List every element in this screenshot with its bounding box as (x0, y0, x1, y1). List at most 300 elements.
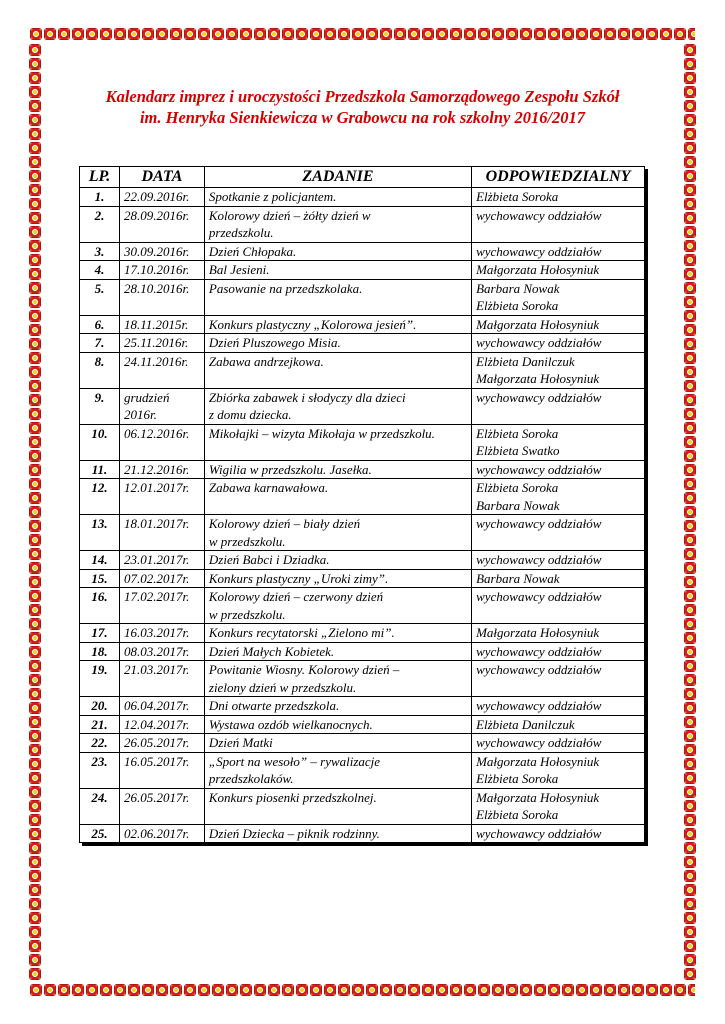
flower-icon (29, 898, 41, 910)
flower-icon (29, 282, 41, 294)
flower-icon (86, 984, 98, 996)
flower-icon (684, 282, 696, 294)
flower-icon (142, 28, 154, 40)
flower-icon (618, 984, 630, 996)
flower-icon (604, 28, 616, 40)
flower-icon (29, 212, 41, 224)
header-lp: LP. (80, 167, 120, 188)
table-row (80, 697, 645, 716)
flower-icon (114, 28, 126, 40)
flower-icon (29, 240, 41, 252)
cell-responsible: wychowawcy oddziałów (472, 697, 645, 716)
cell-task: Konkurs piosenki przedszkolnej. (204, 788, 471, 824)
flower-icon (29, 492, 41, 504)
flower-icon (29, 450, 41, 462)
flower-icon (684, 856, 696, 868)
cell-lp: 3. (80, 242, 120, 261)
flower-icon (646, 984, 658, 996)
cell-responsible: wychowawcy oddziałów (472, 206, 645, 242)
flower-icon (684, 744, 696, 756)
flower-icon (29, 604, 41, 616)
flower-icon (684, 884, 696, 896)
cell-lp: 6. (80, 315, 120, 334)
cell-lp: 9. (80, 388, 120, 424)
title-line-1: Kalendarz imprez i uroczystości Przedszkola Samorządowego Zespołu Szkół (105, 87, 620, 106)
cell-lp: 2. (80, 206, 120, 242)
cell-lp: 10. (80, 424, 120, 460)
table-row (80, 661, 645, 697)
flower-icon (29, 156, 41, 168)
flower-icon (29, 968, 41, 980)
cell-date: 07.02.2017r. (119, 569, 204, 588)
cell-lp: 22. (80, 734, 120, 753)
cell-task: Mikołajki – wizyta Mikołaja w przedszkolu. (204, 424, 471, 460)
flower-icon (684, 86, 696, 98)
page-title (40, 86, 685, 128)
flower-icon (684, 576, 696, 588)
flower-icon (684, 534, 696, 546)
flower-icon (29, 590, 41, 602)
flower-icon (29, 142, 41, 154)
flower-icon (29, 310, 41, 322)
flower-icon (684, 828, 696, 840)
flower-icon (380, 984, 392, 996)
flower-icon (688, 984, 695, 996)
flower-icon (684, 366, 696, 378)
flower-icon (684, 408, 696, 420)
cell-lp: 12. (80, 479, 120, 515)
flower-icon (646, 28, 658, 40)
cell-lp: 7. (80, 334, 120, 353)
cell-date: 28.10.2016r. (119, 279, 204, 315)
flower-icon (29, 940, 41, 952)
flower-icon (590, 984, 602, 996)
flower-icon (352, 984, 364, 996)
flower-icon (632, 28, 644, 40)
cell-date: 17.02.2017r. (119, 588, 204, 624)
flower-icon (684, 870, 696, 882)
flower-icon (366, 28, 378, 40)
flower-icon (684, 478, 696, 490)
table-row (80, 279, 645, 315)
table-row (80, 624, 645, 643)
cell-responsible: wychowawcy oddziałów (472, 661, 645, 697)
flower-icon (156, 28, 168, 40)
flower-icon (562, 984, 574, 996)
flower-icon (29, 422, 41, 434)
flower-icon (29, 548, 41, 560)
flower-icon (562, 28, 574, 40)
flower-icon (29, 758, 41, 770)
flower-icon (29, 380, 41, 392)
table-row (80, 334, 645, 353)
cell-responsible: Elżbieta Soroka Elżbieta Swatko (472, 424, 645, 460)
cell-responsible: wychowawcy oddziałów (472, 242, 645, 261)
flower-icon (142, 984, 154, 996)
flower-icon (684, 184, 696, 196)
flower-icon (29, 954, 41, 966)
cell-date: 18.01.2017r. (119, 515, 204, 551)
cell-date: 18.11.2015r. (119, 315, 204, 334)
cell-responsible: Elżbieta Soroka (472, 188, 645, 207)
flower-icon (184, 984, 196, 996)
flower-icon (408, 28, 420, 40)
cell-task: Kolorowy dzień – czerwony dzień w przedszkolu. (204, 588, 471, 624)
cell-date: 02.06.2017r. (119, 824, 204, 843)
cell-lp: 18. (80, 642, 120, 661)
cell-responsible: Elżbieta Danilczuk (472, 715, 645, 734)
flower-icon (684, 954, 696, 966)
cell-responsible: Małgorzata Hołosyniuk Elżbieta Soroka (472, 788, 645, 824)
cell-lp: 5. (80, 279, 120, 315)
cell-task: Wigilia w przedszkolu. Jasełka. (204, 460, 471, 479)
flower-icon (408, 984, 420, 996)
table-row (80, 551, 645, 570)
cell-date: 25.11.2016r. (119, 334, 204, 353)
cell-responsible: wychowawcy oddziałów (472, 551, 645, 570)
cell-date: 08.03.2017r. (119, 642, 204, 661)
flower-icon (684, 926, 696, 938)
flower-icon (58, 984, 70, 996)
flower-icon (30, 984, 42, 996)
table-row (80, 788, 645, 824)
flower-icon (254, 28, 266, 40)
cell-responsible: Elżbieta Soroka Barbara Nowak (472, 479, 645, 515)
flower-icon (394, 984, 406, 996)
flower-icon (492, 984, 504, 996)
cell-date: 16.03.2017r. (119, 624, 204, 643)
cell-responsible: wychowawcy oddziałów (472, 388, 645, 424)
flower-icon (29, 58, 41, 70)
flower-icon (684, 198, 696, 210)
flower-icon (684, 380, 696, 392)
flower-icon (684, 842, 696, 854)
cell-responsible: Barbara Nowak Elżbieta Soroka (472, 279, 645, 315)
flower-icon (684, 730, 696, 742)
flower-icon (684, 912, 696, 924)
flower-icon (684, 72, 696, 84)
flower-icon (29, 926, 41, 938)
flower-icon (72, 984, 84, 996)
flower-icon (29, 884, 41, 896)
table-body (80, 188, 645, 843)
flower-icon (520, 28, 532, 40)
flower-icon (684, 800, 696, 812)
flower-icon (684, 394, 696, 406)
flower-border-left (29, 44, 43, 982)
flower-icon (684, 506, 696, 518)
cell-date: 06.04.2017r. (119, 697, 204, 716)
flower-icon (29, 268, 41, 280)
table-row (80, 642, 645, 661)
flower-icon (29, 814, 41, 826)
cell-date: 26.05.2017r. (119, 788, 204, 824)
flower-icon (506, 984, 518, 996)
table-row (80, 715, 645, 734)
flower-icon (29, 646, 41, 658)
flower-icon (29, 464, 41, 476)
table-row (80, 261, 645, 280)
flower-icon (29, 520, 41, 532)
cell-task: Wystawa ozdób wielkanocnych. (204, 715, 471, 734)
flower-icon (29, 772, 41, 784)
header-responsible: ODPOWIEDZIALNY (472, 167, 645, 188)
flower-icon (604, 984, 616, 996)
flower-icon (548, 28, 560, 40)
flower-border-bottom (30, 984, 695, 998)
cell-task: Bal Jesieni. (204, 261, 471, 280)
flower-icon (29, 786, 41, 798)
cell-lp: 24. (80, 788, 120, 824)
flower-icon (684, 702, 696, 714)
table-row (80, 752, 645, 788)
cell-date: 22.09.2016r. (119, 188, 204, 207)
flower-icon (29, 856, 41, 868)
flower-icon (114, 984, 126, 996)
flower-icon (29, 716, 41, 728)
flower-icon (29, 618, 41, 630)
cell-task: Zabawa andrzejkowa. (204, 352, 471, 388)
flower-icon (684, 44, 696, 56)
cell-date: 17.10.2016r. (119, 261, 204, 280)
flower-icon (436, 28, 448, 40)
flower-icon (684, 632, 696, 644)
flower-icon (100, 28, 112, 40)
cell-responsible: Małgorzata Hołosyniuk (472, 624, 645, 643)
flower-icon (29, 730, 41, 742)
cell-responsible: wychowawcy oddziałów (472, 642, 645, 661)
flower-icon (684, 940, 696, 952)
flower-icon (684, 338, 696, 350)
flower-icon (29, 44, 41, 56)
flower-icon (684, 212, 696, 224)
flower-icon (29, 352, 41, 364)
cell-date: 26.05.2017r. (119, 734, 204, 753)
cell-date: 12.04.2017r. (119, 715, 204, 734)
flower-icon (684, 604, 696, 616)
flower-icon (29, 296, 41, 308)
table-row (80, 588, 645, 624)
cell-lp: 23. (80, 752, 120, 788)
cell-responsible: Barbara Nowak (472, 569, 645, 588)
table-row (80, 824, 645, 843)
flower-icon (29, 128, 41, 140)
flower-icon (44, 984, 56, 996)
cell-date: 06.12.2016r. (119, 424, 204, 460)
flower-icon (240, 984, 252, 996)
flower-icon (674, 28, 686, 40)
flower-icon (366, 984, 378, 996)
cell-task: Kolorowy dzień – żółty dzień w przedszkolu. (204, 206, 471, 242)
flower-icon (506, 28, 518, 40)
flower-icon (534, 28, 546, 40)
flower-icon (128, 984, 140, 996)
flower-icon (450, 28, 462, 40)
flower-icon (29, 394, 41, 406)
cell-responsible: Małgorzata Hołosyniuk (472, 315, 645, 334)
cell-responsible: wychowawcy oddziałów (472, 588, 645, 624)
cell-task: Zbiórka zabawek i słodyczy dla dzieci z domu dziecka. (204, 388, 471, 424)
cell-date: 21.03.2017r. (119, 661, 204, 697)
flower-icon (688, 28, 695, 40)
cell-task: Dzień Dziecka – piknik rodzinny. (204, 824, 471, 843)
flower-icon (198, 984, 210, 996)
header-task: ZADANIE (204, 167, 471, 188)
flower-icon (660, 28, 672, 40)
cell-responsible: wychowawcy oddziałów (472, 734, 645, 753)
flower-icon (684, 660, 696, 672)
flower-icon (684, 114, 696, 126)
cell-responsible: Małgorzata Hołosyniuk (472, 261, 645, 280)
flower-icon (684, 688, 696, 700)
flower-icon (29, 576, 41, 588)
cell-lp: 16. (80, 588, 120, 624)
flower-icon (226, 28, 238, 40)
flower-icon (156, 984, 168, 996)
cell-lp: 8. (80, 352, 120, 388)
flower-icon (394, 28, 406, 40)
flower-icon (674, 984, 686, 996)
flower-icon (684, 814, 696, 826)
flower-icon (684, 590, 696, 602)
flower-icon (29, 702, 41, 714)
flower-icon (254, 984, 266, 996)
flower-icon (29, 688, 41, 700)
flower-icon (29, 366, 41, 378)
flower-icon (632, 984, 644, 996)
flower-icon (29, 842, 41, 854)
cell-task: Dzień Małych Kobietek. (204, 642, 471, 661)
flower-icon (684, 786, 696, 798)
table-row (80, 479, 645, 515)
flower-icon (29, 170, 41, 182)
cell-responsible: wychowawcy oddziałów (472, 824, 645, 843)
flower-icon (590, 28, 602, 40)
cell-task: Dzień Matki (204, 734, 471, 753)
flower-icon (684, 422, 696, 434)
flower-icon (44, 28, 56, 40)
table-row (80, 206, 645, 242)
flower-icon (684, 772, 696, 784)
flower-icon (352, 28, 364, 40)
flower-icon (576, 984, 588, 996)
flower-icon (478, 28, 490, 40)
flower-icon (684, 898, 696, 910)
cell-lp: 4. (80, 261, 120, 280)
cell-responsible: wychowawcy oddziałów (472, 515, 645, 551)
flower-icon (684, 310, 696, 322)
cell-task: Spotkanie z policjantem. (204, 188, 471, 207)
cell-task: Konkurs plastyczny „Uroki zimy”. (204, 569, 471, 588)
flower-icon (29, 912, 41, 924)
cell-date: 30.09.2016r. (119, 242, 204, 261)
cell-date: 28.09.2016r. (119, 206, 204, 242)
flower-icon (548, 984, 560, 996)
flower-icon (684, 156, 696, 168)
flower-icon (684, 968, 696, 980)
cell-task: Dzień Pluszowego Misia. (204, 334, 471, 353)
cell-task: Konkurs recytatorski „Zielono mi”. (204, 624, 471, 643)
flower-icon (684, 352, 696, 364)
cell-lp: 11. (80, 460, 120, 479)
flower-icon (198, 28, 210, 40)
cell-lp: 21. (80, 715, 120, 734)
flower-icon (29, 72, 41, 84)
flower-icon (684, 562, 696, 574)
flower-icon (29, 800, 41, 812)
flower-icon (29, 534, 41, 546)
flower-icon (29, 226, 41, 238)
flower-icon (29, 338, 41, 350)
flower-icon (464, 28, 476, 40)
flower-icon (464, 984, 476, 996)
flower-icon (684, 674, 696, 686)
flower-icon (268, 28, 280, 40)
flower-icon (29, 184, 41, 196)
cell-task: Dni otwarte przedszkola. (204, 697, 471, 716)
flower-icon (212, 984, 224, 996)
flower-icon (492, 28, 504, 40)
cell-task: Pasowanie na przedszkolaka. (204, 279, 471, 315)
cell-date: 21.12.2016r. (119, 460, 204, 479)
flower-icon (338, 28, 350, 40)
cell-lp: 20. (80, 697, 120, 716)
flower-icon (29, 198, 41, 210)
flower-icon (684, 646, 696, 658)
flower-icon (282, 984, 294, 996)
flower-icon (29, 324, 41, 336)
cell-task: „Sport na wesoło” – rywalizacje przedszkolaków. (204, 752, 471, 788)
flower-icon (296, 28, 308, 40)
flower-icon (100, 984, 112, 996)
flower-icon (684, 618, 696, 630)
flower-icon (684, 226, 696, 238)
flower-icon (380, 28, 392, 40)
flower-icon (29, 408, 41, 420)
flower-icon (72, 28, 84, 40)
cell-date: grudzień 2016r. (119, 388, 204, 424)
flower-icon (29, 506, 41, 518)
table-row (80, 515, 645, 551)
flower-icon (684, 436, 696, 448)
flower-icon (324, 28, 336, 40)
flower-icon (170, 984, 182, 996)
flower-icon (520, 984, 532, 996)
flower-icon (684, 170, 696, 182)
cell-lp: 19. (80, 661, 120, 697)
table-header-row (80, 167, 645, 188)
cell-date: 23.01.2017r. (119, 551, 204, 570)
cell-lp: 13. (80, 515, 120, 551)
flower-icon (58, 28, 70, 40)
cell-lp: 17. (80, 624, 120, 643)
flower-icon (29, 660, 41, 672)
flower-icon (296, 984, 308, 996)
cell-task: Konkurs plastyczny „Kolorowa jesień”. (204, 315, 471, 334)
title-line-2: im. Henryka Sienkiewicza w Grabowcu na rok szkolny 2016/2017 (139, 108, 586, 127)
flower-icon (29, 870, 41, 882)
flower-icon (436, 984, 448, 996)
table-row (80, 734, 645, 753)
flower-icon (170, 28, 182, 40)
flower-icon (29, 828, 41, 840)
cell-date: 12.01.2017r. (119, 479, 204, 515)
flower-icon (684, 128, 696, 140)
flower-icon (684, 142, 696, 154)
flower-icon (576, 28, 588, 40)
flower-icon (684, 268, 696, 280)
flower-icon (338, 984, 350, 996)
